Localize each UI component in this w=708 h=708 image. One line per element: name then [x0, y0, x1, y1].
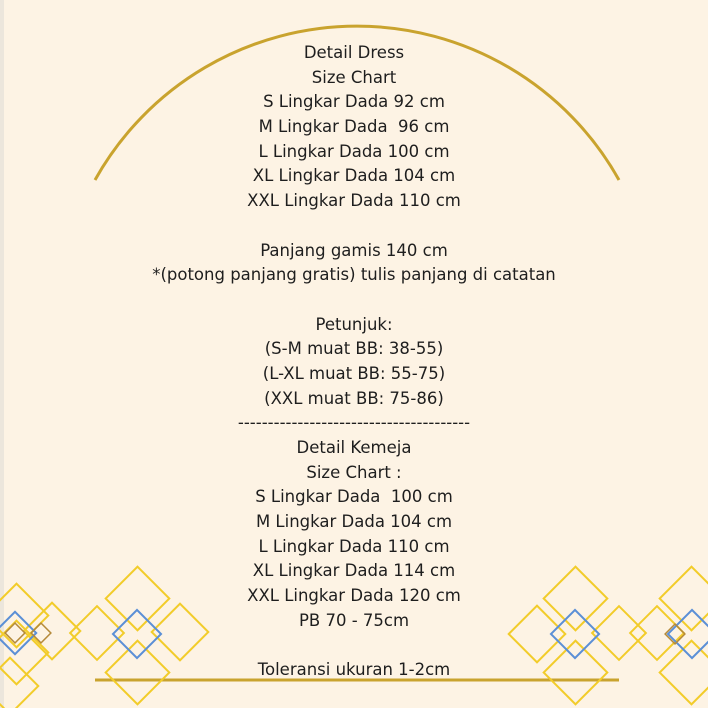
shirt-title: Detail Kemeja	[296, 438, 412, 457]
dress-length-note: *(potong panjang gratis) tulis panjang di catatan	[152, 265, 556, 285]
tolerance-note: Toleransi ukuran 1-2cm	[257, 660, 451, 680]
shirt-size-chart-label: Size Chart :	[306, 462, 402, 482]
dress-size-l: L Lingkar Dada 100 cm	[258, 141, 450, 161]
guide-item-xxl: (XXL muat BB: 75-86)	[264, 388, 444, 408]
dress-size-m: M Lingkar Dada 96 cm	[258, 117, 450, 137]
shirt-size-m: M Lingkar Dada 104 cm	[255, 512, 453, 532]
dress-size-xl: XL Lingkar Dada 104 cm	[252, 166, 456, 186]
dress-title: Detail Dress	[303, 43, 405, 62]
dress-size-chart-label: Size Chart	[311, 67, 397, 87]
dress-size-xxl: XXL Lingkar Dada 110 cm	[247, 191, 461, 211]
shirt-size-l: L Lingkar Dada 110 cm	[258, 536, 450, 556]
shirt-size-xl: XL Lingkar Dada 114 cm	[252, 561, 456, 581]
guide-item-l-xl: (L-XL muat BB: 55-75)	[262, 363, 446, 383]
dress-length: Panjang gamis 140 cm	[260, 240, 448, 260]
shirt-size-xxl: XXL Lingkar Dada 120 cm	[247, 586, 461, 606]
section-separator: ---------------------------------------	[237, 413, 471, 433]
shirt-pb: PB 70 - 75cm	[298, 610, 410, 630]
blank-line	[0, 288, 708, 313]
guide-title: Petunjuk:	[315, 314, 393, 334]
dress-size-s: S Lingkar Dada 92 cm	[263, 92, 445, 112]
size-chart-text	[0, 41, 708, 683]
blank-line	[0, 634, 708, 659]
blank-line	[0, 214, 708, 239]
guide-item-s-m: (S-M muat BB: 38-55)	[264, 339, 444, 359]
shirt-size-s: S Lingkar Dada 100 cm	[255, 487, 453, 507]
